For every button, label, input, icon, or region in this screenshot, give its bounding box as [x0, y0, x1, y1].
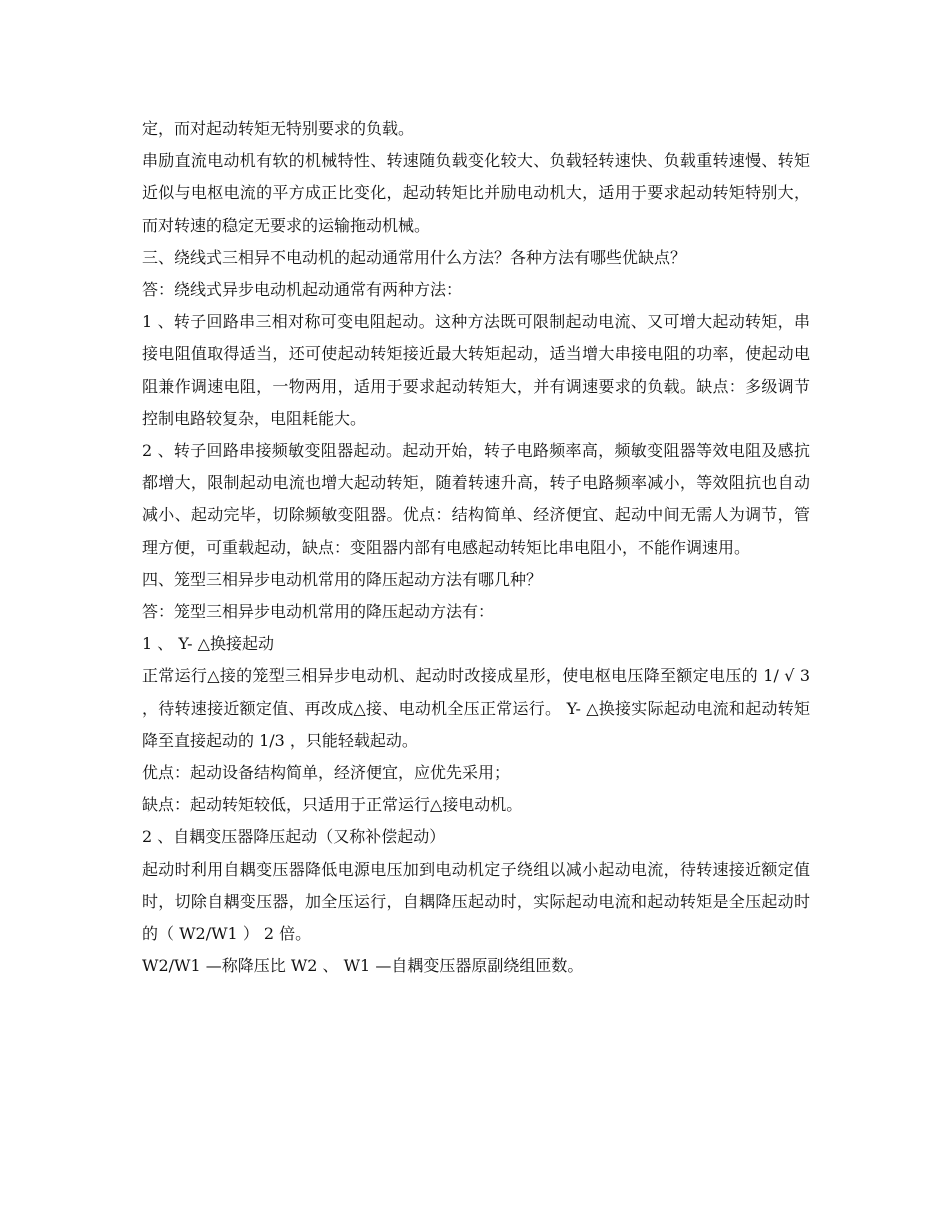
answer-4-method-2-title: 2 、自耦变压器降压起动（又称补偿起动）	[142, 827, 446, 847]
answer-4-method-2-body: 起动时利用自耦变压器降低电源电压加到电动机定子绕组以减小起动电流，待转速接近额定值时，切除自耦变压器，加全压运行，自耦降压起动时，实际起动电流和起动转矩是全压起动时的（ W2/W1 ） 2 倍。	[142, 859, 810, 944]
answer-4-intro: 答：笼型三相异步电动机常用的降压起动方法有：	[142, 602, 495, 622]
question-4-heading: 四、笼型三相异步电动机常用的降压起动方法有哪几种？	[142, 569, 543, 589]
answer-4-method-2-note: W2/W1 —称降压比 W2 、 W1 —自耦变压器原副绕组匝数。	[142, 956, 584, 976]
answer-3-method-1: 1 、转子回路串三相对称可变电阻起动。这种方法既可限制起动电流、又可增大起动转矩，串接电阻值取得适当，还可使起动转矩接近最大转矩起动，适当增大串接电阻的功率，使起动电阻兼作调速电阻，一物两用，适用于要求起动转矩大，并有调速要求的负载。缺点：多级调节控制电路较复杂，电阻耗能大。	[142, 312, 810, 428]
answer-3-intro: 答：绕线式异步电动机起动通常有两种方法：	[142, 280, 463, 300]
answer-4-method-1-title: 1 、 Y- △换接起动	[142, 634, 274, 654]
document-body	[142, 113, 810, 982]
paragraph-continuation: 定，而对起动转矩无特别要求的负载。	[142, 119, 415, 138]
answer-4-method-1-body: 正常运行△接的笼型三相异步电动机、起动时改接成星形，使电枢电压降至额定电压的 1/ √ 3 ，待转速接近额定值、再改成△接、电动机全压正常运行。 Y- △换接实际起动电流和起动转矩降至直接起动的 1/3 ，只能轻载起动。	[142, 666, 810, 750]
answer-3-method-2: 2 、转子回路串接频敏变阻器起动。起动开始，转子电路频率高，频敏变阻器等效电阻及感抗都增大，限制起动电流也增大起动转矩，随着转速升高，转子电路频率减小，等效阻抗也自动减小、起动完毕，切除频敏变阻器。优点：结构简单、经济便宜、起动中间无需人为调节，管理方便，可重载起动，缺点：变阻器内部有电感起动转矩比串电阻小，不能作调速用。	[142, 441, 810, 557]
paragraph-series-motor: 串励直流电动机有软的机械特性、转速随负载变化较大、负载轻转速快、负载重转速慢、转矩近似与电枢电流的平方成正比变化，起动转矩比并励电动机大，适用于要求起动转矩特别大，而对转速的稳定无要求的运输拖动机械。	[142, 151, 810, 235]
answer-4-method-1-pros: 优点：起动设备结构简单，经济便宜，应优先采用；	[142, 763, 511, 783]
answer-4-method-1-cons: 缺点：起动转矩较低，只适用于正常运行△接电动机。	[142, 795, 523, 815]
question-3-heading: 三、绕线式三相异不电动机的起动通常用什么方法？各种方法有哪些优缺点？	[142, 247, 687, 267]
